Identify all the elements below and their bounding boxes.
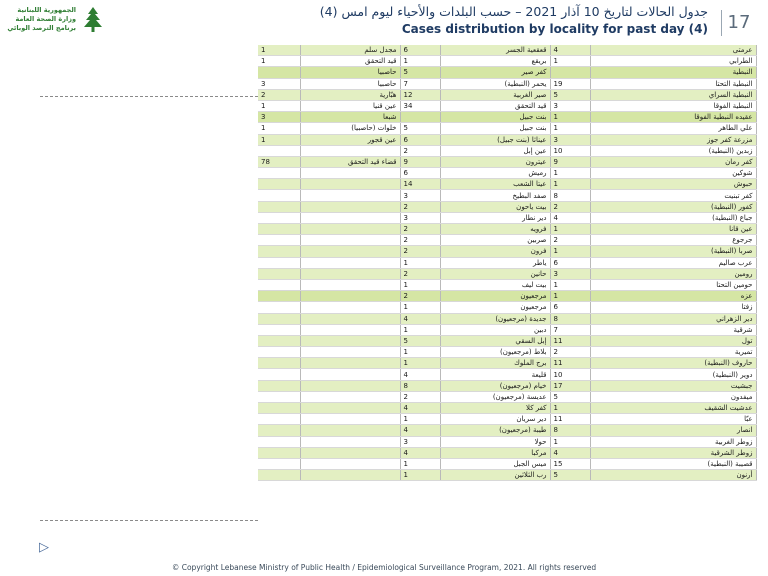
case-count-cell: 4 (550, 45, 590, 56)
locality-cell (300, 313, 400, 324)
locality-cell: فرويه (440, 224, 550, 235)
case-count-cell: 1 (550, 112, 590, 123)
locality-cell: عرب صاليم (590, 257, 756, 268)
case-count-cell: 2 (400, 201, 440, 212)
case-count-cell: 3 (550, 134, 590, 145)
locality-cell: جباع (النبطية) (590, 212, 756, 223)
locality-cell: زبدين (النبطية) (590, 145, 756, 156)
case-count-cell: 2 (400, 391, 440, 402)
case-count-cell: 15 (550, 458, 590, 469)
locality-cell (300, 302, 400, 313)
table-row (258, 279, 756, 290)
locality-cell: الطرابي (590, 56, 756, 67)
locality-cell: شوكين (590, 168, 756, 179)
locality-cell: جديدة (مرجعيون) (440, 313, 550, 324)
table-row (258, 369, 756, 380)
ministry-logo (6, 4, 106, 44)
table-row (258, 78, 756, 89)
case-count-cell (258, 414, 300, 425)
locality-cell: دير نطار (440, 212, 550, 223)
locality-cell: حاصبيا (300, 67, 400, 78)
locality-cell: بريقع (440, 56, 550, 67)
locality-cell: ميفدون (590, 391, 756, 402)
case-count-cell: 9 (400, 156, 440, 167)
case-count-cell (258, 279, 300, 290)
case-count-cell: 1 (550, 279, 590, 290)
locality-cell: تول (590, 335, 756, 346)
locality-cell: النبطية (590, 67, 756, 78)
locality-cell: عزه (590, 291, 756, 302)
case-count-cell: 4 (400, 447, 440, 458)
case-count-cell: 2 (400, 291, 440, 302)
case-count-cell: 2 (550, 201, 590, 212)
case-count-cell (258, 302, 300, 313)
locality-cell: قعقعية الجسر (440, 45, 550, 56)
locality-cell: صربا (النبطية) (590, 246, 756, 257)
case-count-cell (258, 391, 300, 402)
table-row (258, 358, 756, 369)
locality-cell: دير الزهراني (590, 313, 756, 324)
case-count-cell: 1 (400, 302, 440, 313)
locality-cell: أرنون (590, 470, 756, 481)
table-row (258, 67, 756, 78)
case-count-cell: 1 (550, 56, 590, 67)
locality-cell: خيام (مرجعيون) (440, 380, 550, 391)
case-count-cell (258, 212, 300, 223)
case-count-cell (258, 403, 300, 414)
case-count-cell: 11 (550, 414, 590, 425)
case-count-cell: 1 (258, 100, 300, 111)
locality-cell (300, 335, 400, 346)
locality-cell (300, 403, 400, 414)
table-row (258, 324, 756, 335)
locality-cell: ياطر (440, 257, 550, 268)
case-count-cell: 1 (550, 168, 590, 179)
locality-cell: زوطر الغربية (590, 436, 756, 447)
table-row (258, 45, 756, 56)
case-count-cell: 4 (400, 403, 440, 414)
table-row (258, 403, 756, 414)
locality-cell: رب الثلاثين (440, 470, 550, 481)
locality-cell (300, 447, 400, 458)
case-count-cell: 5 (550, 89, 590, 100)
locality-cell (300, 279, 400, 290)
case-count-cell: 11 (550, 358, 590, 369)
case-count-cell: 2 (400, 235, 440, 246)
locality-cell: بلاط (مرجعيون) (440, 347, 550, 358)
locality-cell: زفتا (590, 302, 756, 313)
locality-cell: برج الملوك (440, 358, 550, 369)
locality-cell (300, 257, 400, 268)
case-count-cell (258, 447, 300, 458)
case-count-cell: 5 (400, 123, 440, 134)
table-row (258, 190, 756, 201)
table-row (258, 246, 756, 257)
case-count-cell: 2 (258, 89, 300, 100)
locality-cell: حانين (440, 268, 550, 279)
locality-cell: حاصبيا (300, 78, 400, 89)
case-count-cell: 1 (550, 246, 590, 257)
locality-cell: قضاء قيد التحقق (300, 156, 400, 167)
case-count-cell (258, 179, 300, 190)
locality-cell: فرون (440, 246, 550, 257)
locality-cell: انصار (590, 425, 756, 436)
case-count-cell: 7 (400, 78, 440, 89)
case-count-cell: 5 (400, 67, 440, 78)
case-count-cell: 5 (400, 335, 440, 346)
table-row (258, 313, 756, 324)
table-row (258, 470, 756, 481)
table-row (258, 112, 756, 123)
case-count-cell: 3 (258, 78, 300, 89)
locality-cell: قليعة (440, 369, 550, 380)
table-row (258, 56, 756, 67)
case-count-cell: 3 (400, 190, 440, 201)
locality-cell: عقيده النبطية الفوقا (590, 112, 756, 123)
footer-copyright: © Copyright Lebanese Ministry of Public Health / Epidemiological Surveillance Program, 2021. All rights reserved (171, 563, 597, 572)
case-count-cell (258, 246, 300, 257)
case-count-cell: 8 (400, 380, 440, 391)
table-row (258, 302, 756, 313)
table-row (258, 335, 756, 346)
locality-cell: عيتا الشعب (440, 179, 550, 190)
locality-cell: صربين (440, 235, 550, 246)
locality-cell (300, 145, 400, 156)
title-english: Cases distribution by locality for past day (4) (401, 22, 708, 36)
locality-cell (300, 201, 400, 212)
case-count-cell: 6 (400, 168, 440, 179)
locality-cell: هبّارية (300, 89, 400, 100)
case-count-cell (258, 168, 300, 179)
locality-cell: النبطية السراي (590, 89, 756, 100)
case-count-cell: 1 (550, 436, 590, 447)
table-row (258, 347, 756, 358)
case-count-cell: 5 (550, 470, 590, 481)
table-row (258, 268, 756, 279)
locality-cell: جرجوع (590, 235, 756, 246)
case-count-cell: 3 (400, 212, 440, 223)
case-count-cell: 8 (550, 425, 590, 436)
locality-cell: عيناثا (بنت جبيل) (440, 134, 550, 145)
locality-cell: مرجعيون (440, 291, 550, 302)
locality-cell (300, 179, 400, 190)
case-count-cell (258, 458, 300, 469)
locality-cell (300, 425, 400, 436)
case-count-cell: 4 (400, 425, 440, 436)
case-count-cell (258, 268, 300, 279)
locality-cell: حاروف (النبطية) (590, 358, 756, 369)
table-row (258, 89, 756, 100)
locality-cell: رومين (590, 268, 756, 279)
locality-cell: بيت ليف (440, 279, 550, 290)
case-count-cell: 7 (550, 324, 590, 335)
case-count-cell (258, 201, 300, 212)
locality-cell (300, 414, 400, 425)
locality-cell (300, 470, 400, 481)
locality-cell (300, 436, 400, 447)
case-count-cell: 1 (258, 134, 300, 145)
case-count-cell (258, 67, 300, 78)
case-count-cell (258, 369, 300, 380)
table-row (258, 458, 756, 469)
case-count-cell: 12 (400, 89, 440, 100)
locality-cell: كفر تبنيت (590, 190, 756, 201)
case-count-cell: 1 (550, 224, 590, 235)
table-row (258, 179, 756, 190)
locality-cell: جبشيت (590, 380, 756, 391)
locality-cell: عين إبل (440, 145, 550, 156)
locality-cell (300, 291, 400, 302)
case-count-cell (258, 224, 300, 235)
table-row (258, 436, 756, 447)
locality-cell: قيد التحقق (440, 100, 550, 111)
locality-cell: شرقية (590, 324, 756, 335)
case-count-cell (258, 347, 300, 358)
case-count-cell: 1 (258, 56, 300, 67)
case-count-cell: 4 (550, 447, 590, 458)
case-count-cell: 14 (400, 179, 440, 190)
logo-line: الجمهورية اللبنانية (17, 6, 76, 14)
locality-cell: عرمتى (590, 45, 756, 56)
table-row (258, 145, 756, 156)
locality-cell (300, 380, 400, 391)
table-row (258, 100, 756, 111)
case-count-cell: 1 (258, 45, 300, 56)
case-count-cell (550, 67, 590, 78)
locality-cell: صفد البطيخ (440, 190, 550, 201)
table-row (258, 425, 756, 436)
case-count-cell: 1 (400, 324, 440, 335)
table-row (258, 380, 756, 391)
locality-cell (300, 235, 400, 246)
case-count-cell (258, 470, 300, 481)
table-row (258, 134, 756, 145)
locality-cell (300, 458, 400, 469)
locality-cell: إبل السقي (440, 335, 550, 346)
case-count-cell (258, 425, 300, 436)
locality-cell (300, 391, 400, 402)
locality-cell: بنت جبيل (440, 123, 550, 134)
title-arabic: جدول الحالات لتاريخ 10 آذار 2021 – حسب البلدات والأحياء ليوم امس (4) (319, 4, 708, 19)
locality-cell: حولا (440, 436, 550, 447)
case-count-cell: 2 (550, 347, 590, 358)
case-count-cell: 2 (400, 268, 440, 279)
table-row (258, 156, 756, 167)
locality-cell: حبوش (590, 179, 756, 190)
case-count-cell: 6 (550, 257, 590, 268)
table-row (258, 212, 756, 223)
locality-cell: مرجعيون (440, 302, 550, 313)
case-count-cell: 1 (550, 123, 590, 134)
logo-text (7, 6, 76, 33)
chevron-right-icon[interactable]: ▷ (39, 540, 49, 555)
locality-cell (300, 268, 400, 279)
case-count-cell: 2 (550, 235, 590, 246)
case-count-cell: 1 (400, 358, 440, 369)
locality-cell (300, 369, 400, 380)
case-count-cell: 10 (550, 369, 590, 380)
locality-cell: بيت ياحون (440, 201, 550, 212)
case-count-cell: 19 (550, 78, 590, 89)
case-count-cell: 2 (400, 246, 440, 257)
locality-cell (300, 358, 400, 369)
locality-cell: حومين التحتا (590, 279, 756, 290)
locality-cell: عبّا (590, 414, 756, 425)
case-count-cell: 2 (400, 224, 440, 235)
locality-cell: عيترون (440, 156, 550, 167)
case-count-cell (258, 358, 300, 369)
case-count-cell: 3 (550, 268, 590, 279)
cases-table-body (258, 45, 756, 481)
logo-line: برنامج الترصد الوبائي (7, 24, 76, 32)
locality-cell: رميش (440, 168, 550, 179)
locality-cell: يحمر (النبطية) (440, 78, 550, 89)
locality-cell: دير سريان (440, 414, 550, 425)
case-count-cell: 1 (400, 279, 440, 290)
case-count-cell: 5 (550, 391, 590, 402)
case-count-cell: 8 (550, 313, 590, 324)
case-count-cell (258, 380, 300, 391)
case-count-cell: 1 (400, 56, 440, 67)
locality-cell: دبين (440, 324, 550, 335)
case-count-cell: 1 (258, 123, 300, 134)
locality-cell: كفر كلا (440, 403, 550, 414)
case-count-cell (258, 257, 300, 268)
table-row (258, 447, 756, 458)
case-count-cell: 4 (400, 313, 440, 324)
case-count-cell: 34 (400, 100, 440, 111)
case-count-cell: 1 (400, 347, 440, 358)
case-count-cell (258, 291, 300, 302)
locality-cell: تميرية (590, 347, 756, 358)
locality-cell: مجدل سلم (300, 45, 400, 56)
locality-cell: مركبا (440, 447, 550, 458)
locality-cell: عديسة (مرجعيون) (440, 391, 550, 402)
case-count-cell: 1 (400, 458, 440, 469)
locality-cell: عدشيت الشقيف (590, 403, 756, 414)
locality-cell: كفور (النبطية) (590, 201, 756, 212)
table-row (258, 291, 756, 302)
case-count-cell: 3 (400, 436, 440, 447)
locality-cell: قيد التحقق (300, 56, 400, 67)
case-count-cell: 1 (550, 179, 590, 190)
locality-cell: عين قانا (590, 224, 756, 235)
case-count-cell: 1 (400, 257, 440, 268)
case-count-cell: 3 (550, 100, 590, 111)
case-count-cell (258, 145, 300, 156)
locality-cell: خلوات (حاصبيا) (300, 123, 400, 134)
locality-cell: بنت جبيل (440, 112, 550, 123)
case-count-cell: 1 (550, 291, 590, 302)
case-count-cell (258, 436, 300, 447)
locality-cell (300, 212, 400, 223)
case-count-cell: 6 (400, 45, 440, 56)
table-row (258, 201, 756, 212)
table-row (258, 391, 756, 402)
table-row (258, 257, 756, 268)
locality-cell: زوطر الشرقية (590, 447, 756, 458)
case-count-cell: 1 (550, 403, 590, 414)
locality-cell (300, 246, 400, 257)
locality-cell (300, 190, 400, 201)
case-count-cell (258, 235, 300, 246)
case-count-cell (400, 112, 440, 123)
case-count-cell: 11 (550, 335, 590, 346)
locality-cell: قصيبة (النبطية) (590, 458, 756, 469)
locality-cell (300, 168, 400, 179)
locality-cell: ميس الجبل (440, 458, 550, 469)
locality-cell (300, 224, 400, 235)
dashed-divider (40, 96, 258, 97)
case-count-cell: 10 (550, 145, 590, 156)
case-count-cell: 3 (258, 112, 300, 123)
locality-cell: دوير (النبطية) (590, 369, 756, 380)
locality-cell: النبطية التحتا (590, 78, 756, 89)
table-row (258, 224, 756, 235)
case-count-cell: 2 (400, 145, 440, 156)
case-count-cell: 6 (550, 302, 590, 313)
locality-cell: شبعا (300, 112, 400, 123)
page-number: 17 (721, 10, 756, 36)
table-row (258, 414, 756, 425)
logo-line: وزارة الصحة العامة (15, 15, 76, 23)
case-count-cell: 6 (400, 134, 440, 145)
locality-cell: النبطية الفوقا (590, 100, 756, 111)
locality-cell (300, 347, 400, 358)
case-count-cell (258, 335, 300, 346)
case-count-cell: 4 (550, 212, 590, 223)
locality-cell: علي الطاهر (590, 123, 756, 134)
cases-table (258, 45, 757, 481)
table-row (258, 235, 756, 246)
table-row (258, 123, 756, 134)
case-count-cell: 1 (400, 414, 440, 425)
locality-cell: كفر صير (440, 67, 550, 78)
case-count-cell: 4 (400, 369, 440, 380)
dashed-divider (40, 520, 258, 521)
case-count-cell: 17 (550, 380, 590, 391)
case-count-cell (258, 324, 300, 335)
locality-cell: كفر رمان (590, 156, 756, 167)
case-count-cell: 1 (400, 470, 440, 481)
locality-cell: عين قجور (300, 134, 400, 145)
locality-cell: طيبة (مرجعيون) (440, 425, 550, 436)
case-count-cell: 8 (550, 190, 590, 201)
cedar-emblem-icon (80, 6, 106, 34)
locality-cell: مزرعة كفر جوز (590, 134, 756, 145)
case-count-cell: 78 (258, 156, 300, 167)
locality-cell: صير الغربية (440, 89, 550, 100)
case-count-cell: 9 (550, 156, 590, 167)
table-row (258, 168, 756, 179)
case-count-cell (258, 190, 300, 201)
locality-cell: عين قنيا (300, 100, 400, 111)
locality-cell (300, 324, 400, 335)
case-count-cell (258, 313, 300, 324)
